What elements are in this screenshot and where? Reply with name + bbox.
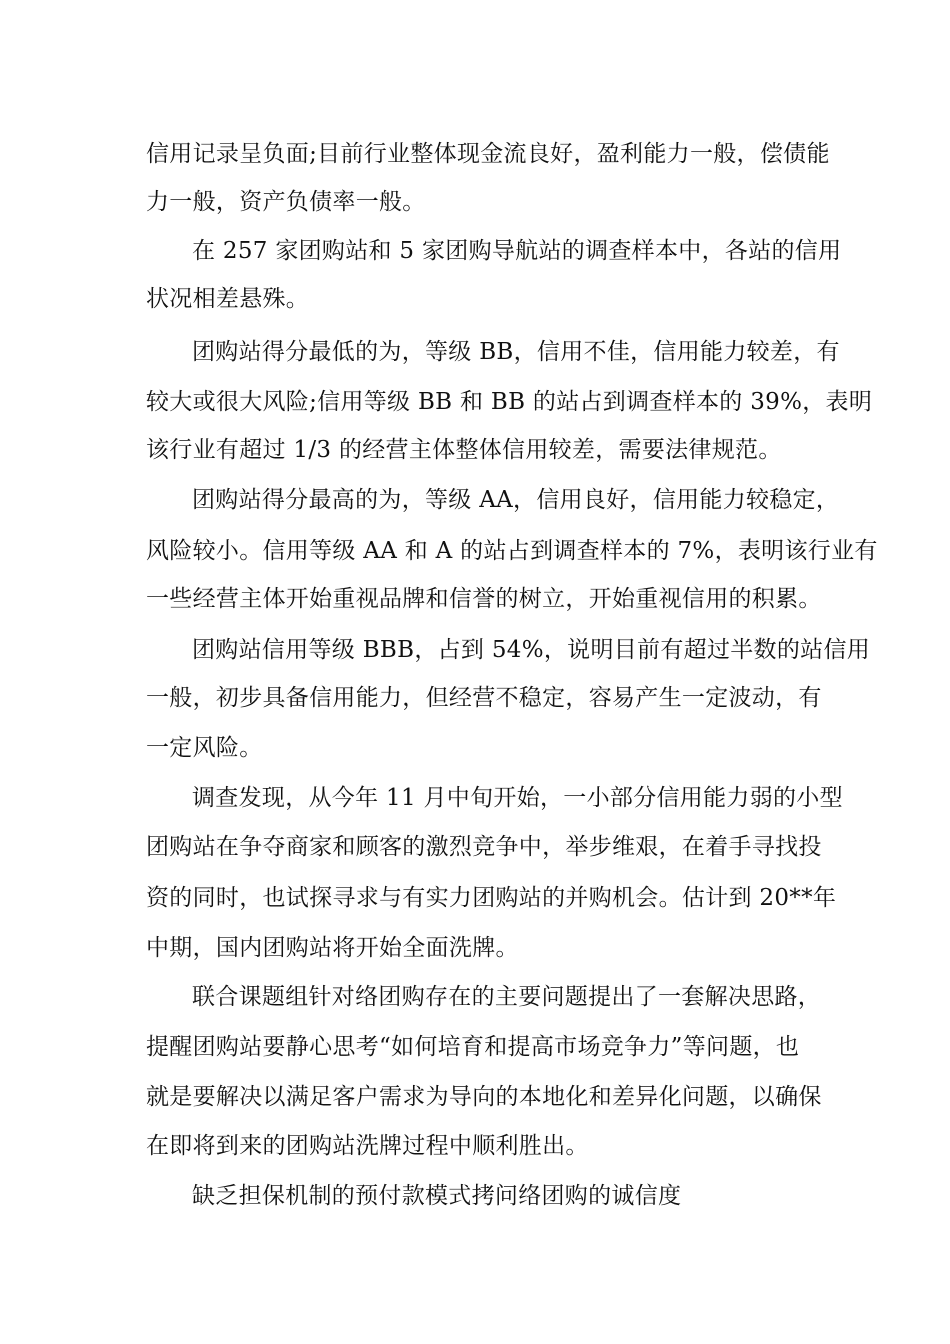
- text-line: [0, 336, 950, 384]
- text-line: [0, 283, 950, 331]
- text-line: [0, 186, 950, 234]
- line-text: 信用记录呈负面;目前行业整体现金流良好，盈利能力一般，偿债能: [146, 141, 830, 167]
- text-line: [0, 882, 950, 930]
- text-line: [0, 634, 950, 682]
- line-text: 团购站得分最低的为，等级 BB，信用不佳，信用能力较差，有: [192, 339, 840, 365]
- text-line: [0, 831, 950, 879]
- text-line: [0, 1180, 950, 1228]
- line-text: 较大或很大风险;信用等级 BB 和 BB 的站占到调查样本的 39%，表明: [146, 389, 873, 415]
- text-line: [0, 1081, 950, 1129]
- line-text: 调查发现，从今年 11 月中旬开始，一小部分信用能力弱的小型: [192, 785, 843, 811]
- text-line: [0, 484, 950, 532]
- text-line: [0, 1031, 950, 1079]
- text-line: [0, 981, 950, 1029]
- line-text: 在即将到来的团购站洗牌过程中顺利胜出。: [146, 1133, 589, 1159]
- text-line: [0, 386, 950, 434]
- line-text: 该行业有超过 1/3 的经营主体整体信用较差，需要法律规范。: [146, 437, 782, 463]
- line-text: 缺乏担保机制的预付款模式拷问络团购的诚信度: [192, 1183, 682, 1209]
- text-line: [0, 535, 950, 583]
- line-text: 就是要解决以满足客户需求为导向的本地化和差异化问题，以确保: [146, 1084, 822, 1110]
- line-text: 一般，初步具备信用能力，但经营不稳定，容易产生一定波动，有: [146, 685, 822, 711]
- text-line: [0, 138, 950, 186]
- line-text: 状况相差悬殊。: [146, 286, 310, 312]
- line-text: 中期，国内团购站将开始全面洗牌。: [146, 935, 519, 961]
- text-line: [0, 235, 950, 283]
- line-text: 力一般，资产负债率一般。: [146, 189, 426, 215]
- line-text: 提醒团购站要静心思考“如何培育和提高市场竞争力”等问题，也: [146, 1034, 800, 1060]
- line-text: 联合课题组针对络团购存在的主要问题提出了一套解决思路，: [192, 984, 822, 1010]
- line-text: 在 257 家团购站和 5 家团购导航站的调查样本中，各站的信用: [192, 238, 842, 264]
- text-line: [0, 434, 950, 482]
- line-text: 资的同时，也试探寻求与有实力团购站的并购机会。估计到 20**年: [146, 885, 837, 911]
- text-line: [0, 1130, 950, 1178]
- line-text: 团购站在争夺商家和顾客的激烈竞争中，举步维艰，在着手寻找投: [146, 834, 822, 860]
- line-text: 一些经营主体开始重视品牌和信誉的树立，开始重视信用的积累。: [146, 586, 822, 612]
- text-line: [0, 782, 950, 830]
- line-text: 团购站得分最高的为，等级 AA，信用良好，信用能力较稳定，: [192, 487, 840, 513]
- line-text: 一定风险。: [146, 735, 263, 761]
- line-text: 风险较小。信用等级 AA 和 A 的站占到调查样本的 7%，表明该行业有: [146, 538, 878, 564]
- text-line: [0, 682, 950, 730]
- text-line: [0, 932, 950, 980]
- text-line: [0, 583, 950, 631]
- text-line: [0, 732, 950, 780]
- line-text: 团购站信用等级 BBB，占到 54%，说明目前有超过半数的站信用: [192, 637, 871, 663]
